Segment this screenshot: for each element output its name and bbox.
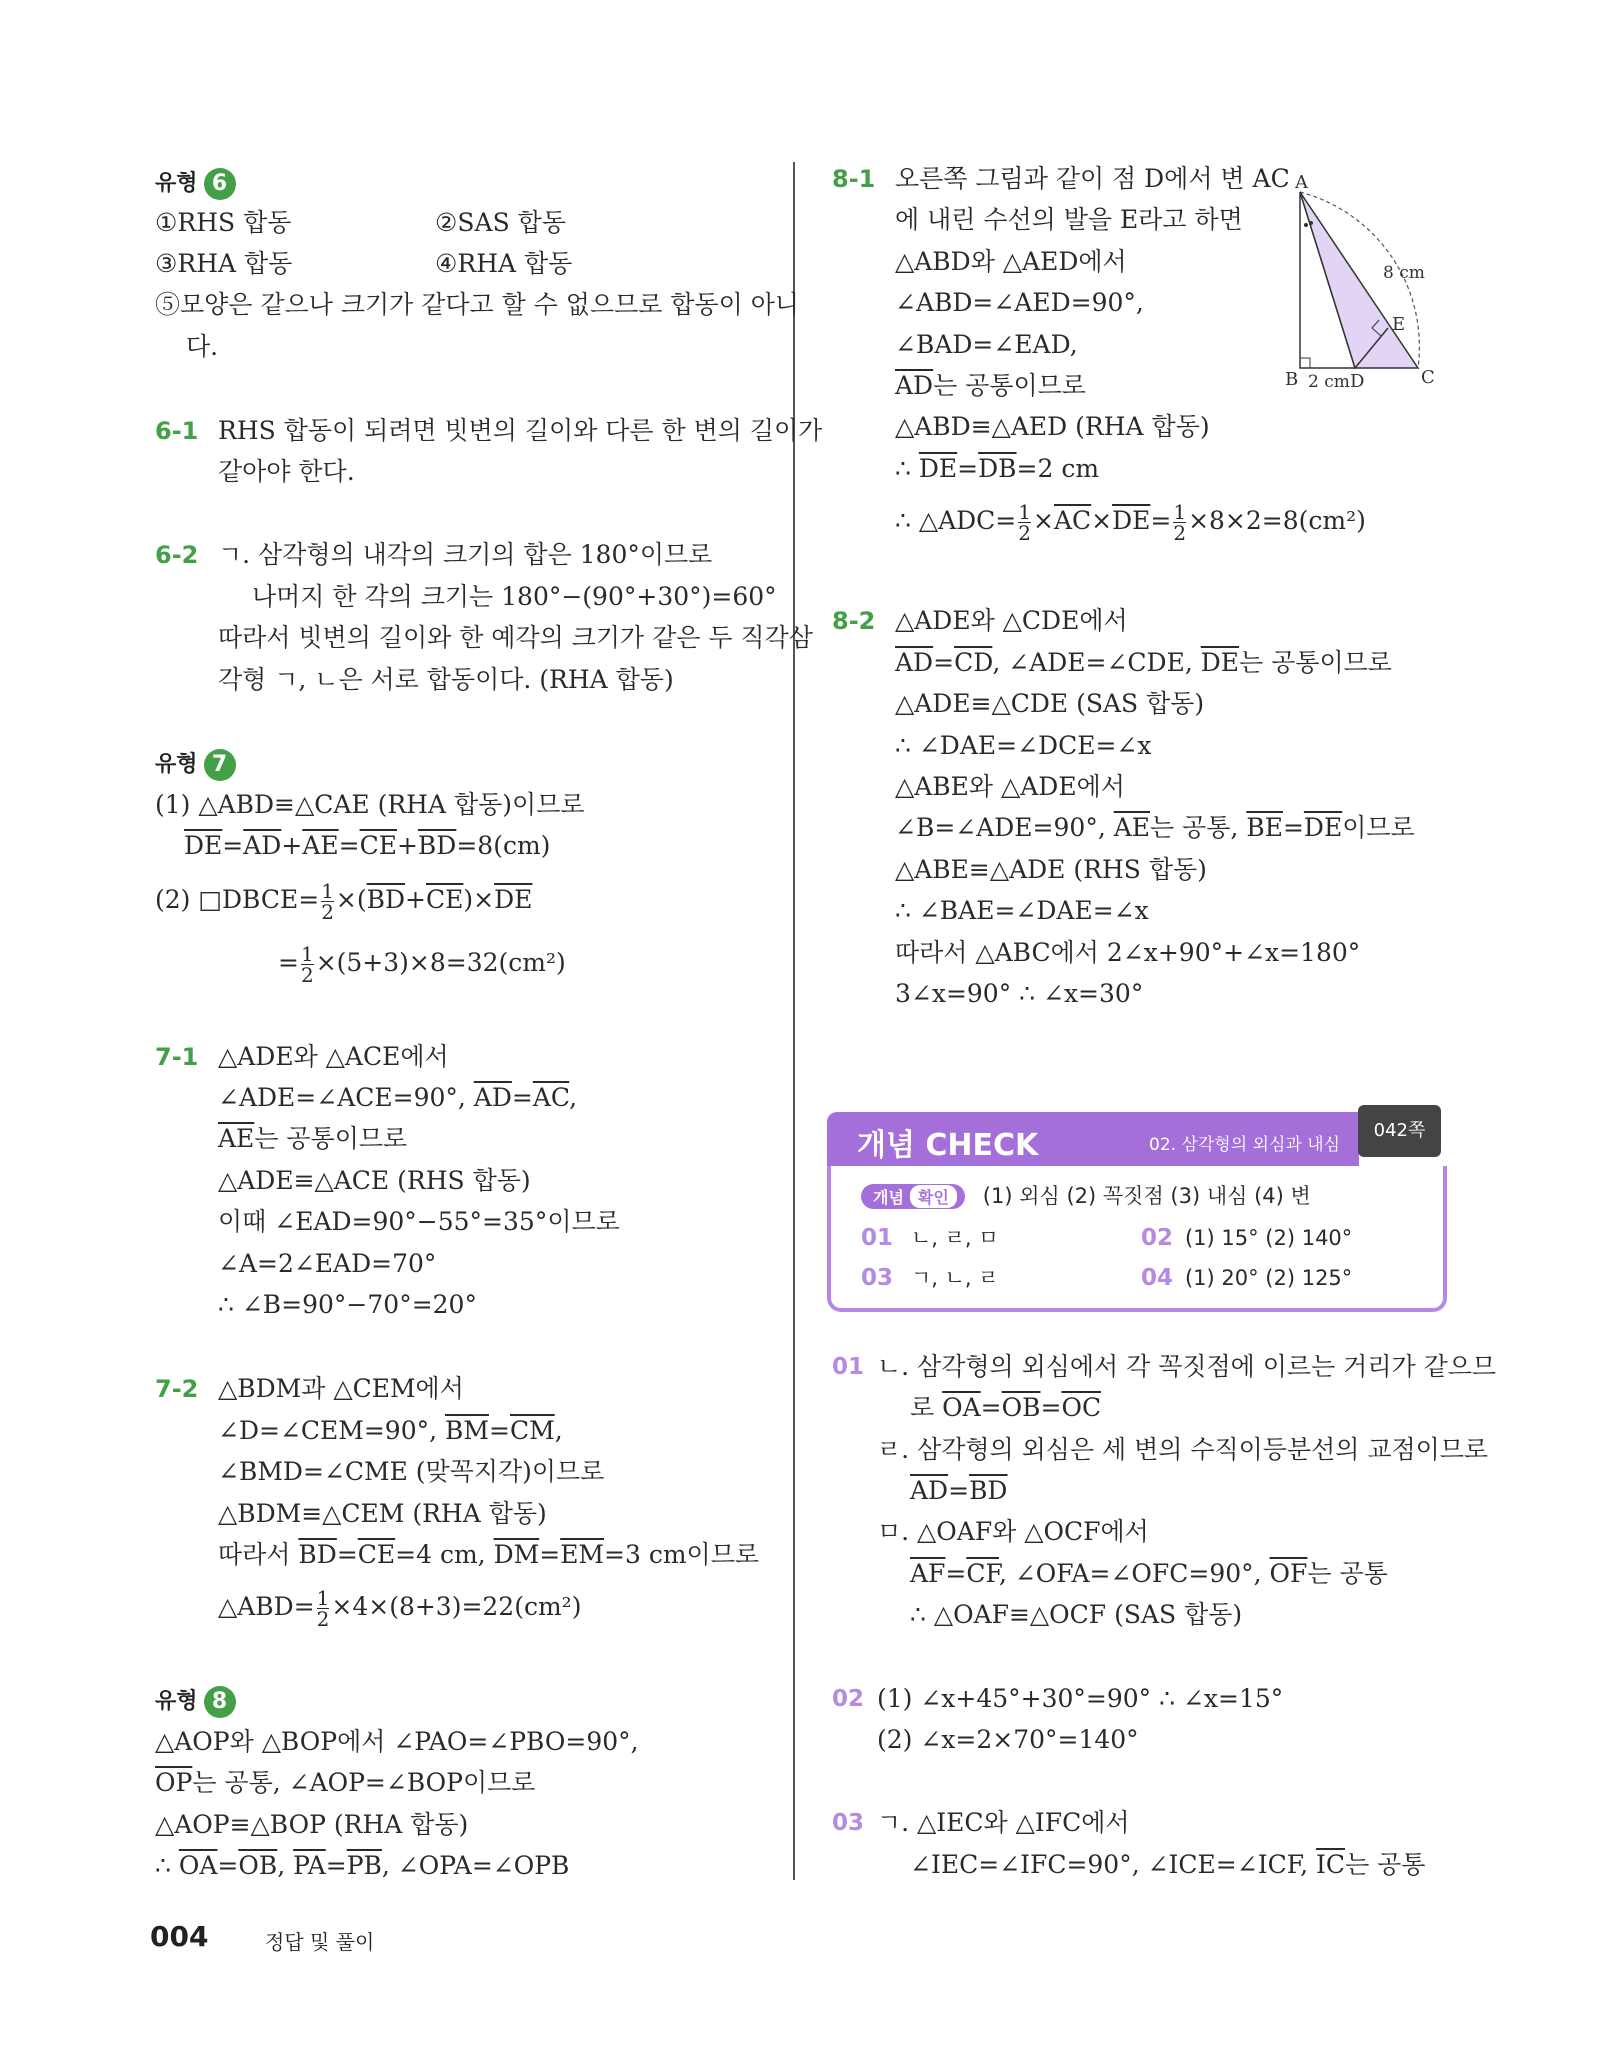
problem-8-1-line: △ABD≡△AED (RHA 합동) (895, 412, 1210, 441)
question-01-number: 01 (832, 1354, 865, 1380)
type7-line-2: $\overline{DE}=\overline{AD}+\overline{AE}=\overline{CE}+\overline{BD}=8(cm)$ (184, 831, 551, 860)
type8-line: △AOP≡△BOP (RHA 합동) (155, 1810, 469, 1839)
problem-8-2-line: △ADE≡△CDE (SAS 합동) (895, 689, 1205, 718)
problem-7-2-line: ∠D=∠CEM=90°, $\overline{BM}=\overline{CM}$, (218, 1416, 563, 1445)
problem-7-2-line: △ABD= $\frac{1}{2}$ ×4×(8+3)=22(cm²) (218, 1586, 582, 1631)
concept-confirm-row: 개념 확인 (1) 외심 (2) 꼭짓점 (3) 내심 (4) 변 (861, 1180, 1311, 1210)
problem-6-1-line: RHS 합동이 되려면 빗변의 길이와 다른 한 변의 길이가 (218, 416, 823, 445)
problem-8-2-line: △ADE와 △CDE에서 (895, 606, 1128, 635)
question-01-line: 로 $\overline{OA}=\overline{OB}=\overline{OC}$ (910, 1393, 1102, 1422)
type7-heading: 유형 7 (155, 747, 236, 781)
label-b: B (1285, 369, 1299, 390)
problem-8-1-line: 에 내린 수선의 발을 E라고 하면 (895, 205, 1243, 234)
question-03-number: 03 (832, 1810, 865, 1836)
problem-6-2-line: 따라서 빗변의 길이와 한 예각의 크기가 같은 두 직각삼 (218, 623, 813, 652)
problem-7-2-line: △BDM과 △CEM에서 (218, 1374, 464, 1403)
problem-7-2-number: 7-2 (155, 1375, 199, 1403)
problem-6-1-number: 6-1 (155, 417, 199, 445)
type8-heading: 유형 8 (155, 1684, 236, 1718)
problem-7-1-line: △ADE와 △ACE에서 (218, 1042, 449, 1071)
type8-line: ∴ $\overline{OA}=\overline{OB}$, $\overline{PA}=\overline{PB}$, ∠OPA=∠OPB (155, 1851, 570, 1880)
problem-8-2-line: ∴ ∠BAE=∠DAE=∠x (895, 896, 1149, 925)
fraction: $\frac{1}{2}$ (1018, 500, 1031, 545)
problem-8-1-number: 8-1 (832, 165, 876, 193)
problem-6-1-line: 같아야 한다. (218, 457, 355, 486)
problem-8-2-number: 8-2 (832, 607, 876, 635)
type8-line: △AOP와 △BOP에서 ∠PAO=∠PBO=90°, (155, 1727, 639, 1756)
concept-confirm-pill: 개념 확인 (861, 1184, 965, 1209)
problem-7-1-line: 이때 ∠EAD=90°−55°=35°이므로 (218, 1207, 620, 1236)
type7-line-3: (2) □DBCE= $\frac{1}{2}$ $\times(\overline{BD}+\overline{CE})\times\overline{DE}$ (155, 879, 533, 924)
problem-7-1-number: 7-1 (155, 1043, 199, 1071)
type6-choice-3: ③RHA 합동 (155, 249, 293, 278)
question-01-line: ㄴ. 삼각형의 외심에서 각 꼭짓점에 이르는 거리가 같으므 (877, 1352, 1497, 1381)
problem-8-2-line: ∠B=∠ADE=90°, $\overline{AE}$는 공통, $\overline{BE}=\overline{DE}$이므로 (895, 813, 1415, 842)
problem-8-2-line: $\overline{AD}=\overline{CD}$, ∠ADE=∠CDE, $\overline{DE}$는 공통이므로 (895, 648, 1392, 677)
check-answer-04: 04 (1) 20° (2) 125° (1141, 1265, 1353, 1291)
concept-check-page-tab: 042쪽 (1358, 1105, 1441, 1157)
problem-8-2-line: ∴ ∠DAE=∠DCE=∠x (895, 731, 1152, 760)
problem-8-2-line: △ABE≡△ADE (RHS 합동) (895, 855, 1207, 884)
question-01-line: ㅁ. △OAF와 △OCF에서 (877, 1517, 1149, 1546)
label-len-bd: 2 cm (1308, 372, 1350, 390)
question-01-line: $\overline{AD}=\overline{BD}$ (910, 1476, 1008, 1505)
problem-8-1-line: △ABD와 △AED에서 (895, 247, 1127, 276)
problem-8-2-line: 따라서 △ABC에서 2∠x+90°+∠x=180° (895, 938, 1361, 967)
question-01-line: ∴ △OAF≡△OCF (SAS 합동) (910, 1600, 1243, 1629)
type7-badge: 7 (204, 749, 236, 781)
page-number: 004 (150, 1920, 209, 1953)
type8-line: $\overline{OP}$는 공통, ∠AOP=∠BOP이므로 (155, 1768, 536, 1797)
problem-8-1-line: $\overline{AD}$는 공통이므로 (895, 371, 1086, 400)
question-02-line: (2) ∠x=2×70°=140° (877, 1725, 1139, 1754)
check-answer-02: 02 (1) 15° (2) 140° (1141, 1225, 1353, 1251)
type6-heading: 유형 6 (155, 166, 236, 200)
problem-7-1-line: $\overline{AE}$는 공통이므로 (218, 1124, 408, 1153)
problem-6-2-line: 나머지 한 각의 크기는 180°−(90°+30°)=60° (252, 582, 777, 611)
problem-7-1-line: ∴ ∠B=90°−70°=20° (218, 1290, 477, 1319)
concept-check-header (827, 1112, 1359, 1168)
label-a: A (1295, 172, 1308, 193)
type8-badge: 8 (204, 1686, 236, 1718)
fraction: $\frac{1}{2}$ (300, 942, 314, 987)
type6-choice-5-cont: 다. (186, 332, 219, 361)
problem-6-2-line: 각형 ㄱ, ㄴ은 서로 합동이다. (RHA 합동) (218, 665, 674, 694)
problem-7-1-line: ∠ADE=∠ACE=90°, $\overline{AD}=\overline{AC}$, (218, 1083, 578, 1112)
type6-badge: 6 (204, 168, 236, 200)
concept-check-subtitle: 02. 삼각형의 외심과 내심 (1149, 1135, 1341, 1155)
problem-8-2-line: 3∠x=90° ∴ ∠x=30° (895, 979, 1144, 1008)
type7-line-4: = $\frac{1}{2}$ ×(5+3)×8=32(cm²) (278, 942, 566, 987)
question-01-line: $\overline{AF}=\overline{CF}$, ∠OFA=∠OFC=90°, $\overline{OF}$는 공통 (910, 1559, 1388, 1588)
type6-choice-5: ⑤모양은 같으나 크기가 같다고 할 수 없으므로 합동이 아니 (155, 290, 800, 319)
type6-choice-1: ①RHS 합동 (155, 208, 292, 237)
type7-line-1: (1) △ABD≡△CAE (RHA 합동)이므로 (155, 790, 585, 819)
question-01-line: ㄹ. 삼각형의 외심은 세 변의 수직이등분선의 교점이므로 (877, 1435, 1489, 1464)
concept-check-title: 개념 CHECK (857, 1128, 1039, 1163)
problem-8-1-line: ∠ABD=∠AED=90°, (895, 288, 1144, 317)
problem-8-2-line: △ABE와 △ADE에서 (895, 772, 1125, 801)
problem-7-1-line: △ADE≡△ACE (RHS 합동) (218, 1166, 531, 1195)
problem-8-1-line: ∴ $\overline{DE}=\overline{DB}=2$ cm (895, 454, 1100, 483)
triangle-figure (1275, 170, 1445, 390)
fraction: $\frac{1}{2}$ (316, 1586, 330, 1631)
label-c: C (1421, 367, 1435, 388)
problem-8-1-line: ∠BAD=∠EAD, (895, 330, 1078, 359)
problem-6-2-number: 6-2 (155, 541, 199, 569)
problem-7-2-line: 따라서 $\overline{BD}=\overline{CE}=4$ cm, $\overline{DM}=\overline{EM}=3$ cm이므로 (218, 1540, 760, 1569)
type6-choice-4: ④RHA 합동 (435, 249, 573, 278)
question-03-line: ㄱ. △IEC와 △IFC에서 (877, 1808, 1130, 1837)
problem-7-2-line: ∠BMD=∠CME (맞꼭지각)이므로 (218, 1457, 605, 1486)
problem-8-1-line: ∴ △ADC= $\frac{1}{2}$ $\times\overline{AC}\times\overline{DE}=$ $\frac{1}{2}$ ×8×2=8(cm²) (895, 500, 1366, 545)
footer-label: 정답 및 풀이 (265, 1930, 375, 1954)
question-02-line: (1) ∠x+45°+30°=90° ∴ ∠x=15° (877, 1684, 1284, 1713)
fraction: $\frac{1}{2}$ (321, 879, 334, 924)
question-02-number: 02 (832, 1686, 865, 1712)
fraction: $\frac{1}{2}$ (1173, 500, 1187, 545)
type6-choice-2: ②SAS 합동 (435, 208, 566, 237)
label-d: D (1350, 371, 1365, 390)
concept-check-box (827, 1166, 1447, 1312)
problem-6-2-line: ㄱ. 삼각형의 내각의 크기의 합은 180°이므로 (218, 540, 713, 569)
check-answer-03: 03 ㄱ, ㄴ, ㄹ (861, 1265, 999, 1291)
problem-7-2-line: △BDM≡△CEM (RHA 합동) (218, 1499, 547, 1528)
label-len-ac: 8 cm (1383, 263, 1425, 283)
problem-7-1-line: ∠A=2∠EAD=70° (218, 1249, 437, 1278)
label-e: E (1392, 314, 1406, 335)
problem-8-1-line: 오른쪽 그림과 같이 점 D에서 변 AC (895, 164, 1290, 193)
check-answer-01: 01 ㄴ, ㄹ, ㅁ (861, 1225, 999, 1251)
question-03-line: ∠IEC=∠IFC=90°, ∠ICE=∠ICF, $\overline{IC}$는 공통 (910, 1850, 1426, 1879)
